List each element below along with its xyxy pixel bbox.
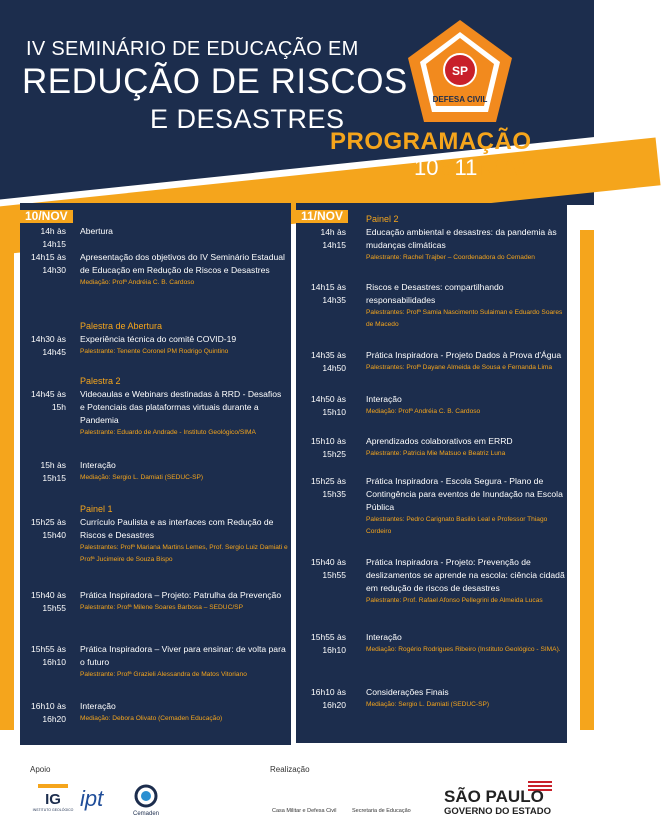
session-time: 15h às 15h15 [40,460,66,483]
session-title: Prática Inspiradora - Projeto: Prevenção de deslizamentos se aprende na escola: ciência cidadã em redução de riscos de desastres [366,557,565,593]
ig-text: IG [45,791,61,808]
right-side-stripe [580,230,594,730]
session-speaker: Mediação: Debora Olivato (Cemaden Educação) [80,715,223,722]
session-content [80,251,288,289]
session-title: Experiência técnica do comitê COVID-19 [80,334,237,344]
session-title: Interação [80,460,116,470]
day2-tag: 11/NOV [296,210,348,223]
realizacao-label: Realização [270,765,310,774]
session-speaker: Mediação: Sergio L. Damiati (SEDUC-SP) [366,701,490,708]
session-speaker: Mediação: Sergio L. Damiati (SEDUC-SP) [80,474,204,481]
session-content [366,349,566,374]
session-content [366,686,566,711]
session-title: Aprendizados colaborativos em ERRD [366,436,513,446]
sao-paulo-government-logo [440,778,560,818]
session-title: Prática Inspiradora – Projeto: Patrulha da Prevenção [80,590,282,600]
session-time: 15h55 às 16h10 [311,632,346,655]
day1-panel [20,203,291,745]
session-title: Considerações Finais [366,687,449,697]
ig-sub-text: INSTITUTO GEOLÓGICO [32,808,74,812]
session-content [80,320,288,358]
date-b: 11 [454,155,478,180]
left-side-stripe [0,230,14,730]
org1-label: Casa Militar e Defesa Civil [272,808,337,814]
session-time: 14h45 às 15h [31,389,66,412]
session-time: 14h30 às 14h45 [31,334,66,357]
session-content [80,375,288,439]
ig-logo [32,783,74,813]
title-line-3: E DESASTRES [150,104,345,134]
session-time: 14h50 às 15h10 [311,394,346,417]
session-title: Educação ambiental e desastres: da pandemia às mudanças climáticas [366,227,557,250]
session-time: 16h10 às 16h20 [31,701,66,724]
session-content [366,475,566,538]
sp-line-1: SÃO PAULO [444,787,544,806]
session-content [366,631,566,656]
session-content [80,700,288,725]
apoio-label: Apoio [30,765,51,774]
session-title: Prática Inspiradora - Escola Segura - Plano de Contingência para eventos de Inundação na Escola Pública [366,476,563,512]
event-dates [414,155,525,181]
session-title: Interação [366,394,402,404]
date-e: e [441,159,452,179]
header-banner [0,0,594,205]
session-title: Currículo Paulista e as interfaces com Redução de Riscos e Desastres [80,517,274,540]
logo-text: DEFESA CIVIL [432,95,488,104]
session-content [366,281,566,331]
session-title: Interação [80,701,116,711]
day2-panel [296,203,567,743]
session-speaker: Palestrantes: Profª Samia Nascimento Sulaiman e Eduardo Soares de Macedo [366,309,563,328]
session-panel-name: Painel 1 [80,504,113,514]
session-time: 15h25 às 15h35 [311,476,346,499]
session-title: Riscos e Desastres: compartilhando responsabilidades [366,282,504,305]
session-content [80,589,288,614]
session-speaker: Palestrante: Patricia Mie Matsuo e Beatriz Luna [366,450,506,457]
session-time: 15h40 às 15h55 [31,590,66,613]
session-time: 15h10 às 15h25 [311,436,346,459]
session-content [366,213,566,264]
day1-tag: 10/NOV [20,210,73,223]
ipt-logo: ipt [80,786,104,811]
date-a: 10 [414,155,439,180]
session-time: 16h10 às 16h20 [311,687,346,710]
cemaden-text: Cemaden [132,811,160,817]
session-panel-name: Palestra de Abertura [80,321,163,331]
session-time: 14h15 às 14h35 [311,282,346,305]
org2-label: Secretaria de Educação [352,808,411,814]
session-speaker: Mediação: Rogério Rodrigues Ribeiro (Instituto Geológico - SIMA). [366,646,561,653]
logo-badge-text: SP [451,64,469,78]
session-time: 15h55 às 16h10 [31,644,66,667]
session-panel-name: Palestra 2 [80,376,121,386]
session-speaker: Palestrante: Prof. Rafael Afonso Pellegrini de Almeida Lucas [366,597,543,604]
date-nov: NOV [477,155,526,180]
session-speaker: Mediação: Profª Andréia C. B. Cardoso [80,279,195,286]
session-content [80,225,288,238]
session-content [80,459,288,484]
session-title: Videoaulas e Webinars destinadas à RRD - Desafios e Potenciais das plataformas virtuais durante a Pandemia [80,389,282,425]
session-speaker: Palestrante: Eduardo de Andrade - Instituto Geológico/SIMA [80,429,256,436]
session-content [366,556,566,607]
session-panel-name: Painel 2 [366,214,399,224]
session-speaker: Palestrante: Rachel Trajber – Coordenadora do Cemaden [366,254,535,261]
session-speaker: Palestrantes: Profª Dayane Almeida de Sousa e Fernanda Lima [366,364,553,371]
session-time: 14h35 às 14h50 [311,350,346,373]
cemaden-logo [128,782,164,818]
sp-line-2: GOVERNO DO ESTADO [444,806,551,817]
session-time: 14h15 às 14h30 [31,252,66,275]
session-time: 14h às 14h15 [40,226,66,249]
session-speaker: Palestrantes: Pedro Carignato Basilio Leal e Professor Thiago Cordeiro [366,516,548,535]
session-content [366,435,566,460]
session-speaker: Palestrantes: Profª Mariana Martins Lemes, Prof. Sergio Luiz Damiati e Profª Jucimeire de Souza Bispo [80,544,288,563]
programacao-label: PROGRAMAÇÃO [330,128,532,155]
session-speaker: Palestrante: Profª Grazieli Alessandra de Matos Vitoriano [80,671,247,678]
session-time: 15h25 às 15h40 [31,517,66,540]
session-speaker: Mediação: Profª Andréia C. B. Cardoso [366,408,481,415]
session-time: 14h às 14h15 [320,227,346,250]
session-title: Interação [366,632,402,642]
session-title: Abertura [80,226,113,236]
session-title: Prática Inspiradora – Viver para ensinar: de volta para o futuro [80,644,286,667]
session-content [80,503,288,566]
session-content [80,643,288,681]
session-speaker: Palestrante: Profª Milene Soares Barbosa – SEDUC/SP [80,604,243,611]
title-line-1: IV SEMINÁRIO DE EDUCAÇÃO EM [26,38,359,60]
defesa-civil-logo [400,18,520,128]
session-time: 15h40 às 15h55 [311,557,346,580]
session-title: Prática Inspiradora - Projeto Dados à Prova d'Água [366,350,562,360]
session-speaker: Palestrante: Tenente Coronel PM Rodrigo Quintino [80,348,229,355]
session-title: Apresentação dos objetivos do IV Seminário Estadual de Educação em Redução de Riscos e Desastres [80,252,285,275]
title-line-2: REDUÇÃO DE RISCOS [22,62,408,101]
session-content [366,393,566,418]
